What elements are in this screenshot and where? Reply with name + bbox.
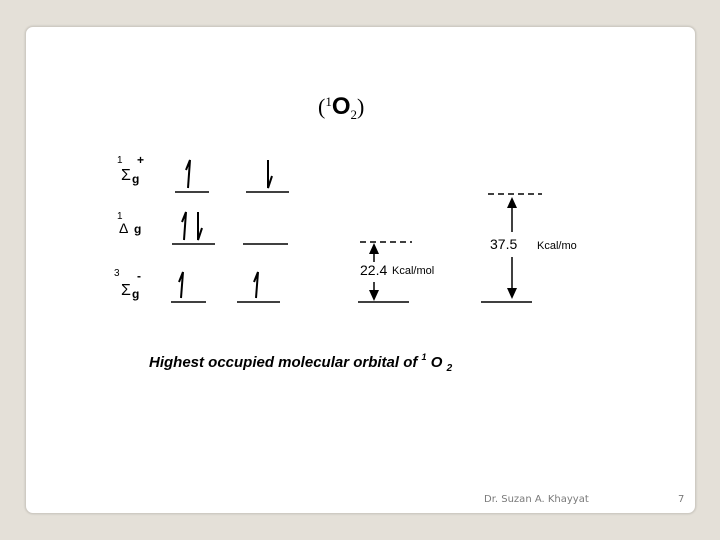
svg-text:Kcal/mo: Kcal/mo: [537, 240, 577, 252]
state-sigma-plus-label: [117, 153, 144, 186]
arrow-down-icon: [369, 290, 379, 301]
svg-text:g: g: [132, 172, 140, 186]
spin-up-icon: [179, 272, 183, 298]
state-delta-label: [117, 211, 141, 236]
svg-text:3: 3: [114, 268, 120, 279]
arrow-down-icon: [507, 288, 517, 299]
svg-text:1: 1: [117, 155, 123, 166]
footer-author: Dr. Suzan A. Khayyat: [484, 494, 589, 505]
spin-down-icon: [268, 160, 272, 188]
svg-text:Δ: Δ: [119, 220, 129, 236]
svg-text:g: g: [132, 287, 140, 301]
orbital-levels: [171, 192, 289, 302]
svg-text:Kcal/mol: Kcal/mol: [392, 265, 435, 277]
spin-up-icon: [182, 212, 186, 240]
diagram-caption: Highest occupied molecular orbital of $^1$ O $_2$: [149, 352, 453, 374]
spin-arrows: [179, 160, 272, 298]
svg-text:-: -: [137, 269, 141, 283]
svg-text:1: 1: [117, 211, 123, 222]
svg-text:+: +: [137, 153, 145, 167]
spin-up-icon: [254, 272, 258, 298]
state-sigma-minus-label: [114, 268, 141, 301]
arrow-up-icon: [369, 243, 379, 254]
svg-text:Σ: Σ: [121, 282, 131, 299]
energy-gap-1: [358, 242, 434, 302]
svg-text:22.4: 22.4: [360, 262, 388, 278]
spin-down-icon: [198, 212, 202, 240]
spin-up-icon: [186, 160, 190, 188]
slide-title: $(^1O_2)$: [318, 93, 365, 122]
svg-text:37.5: 37.5: [490, 236, 518, 252]
arrow-up-icon: [507, 197, 517, 208]
svg-text:Σ: Σ: [121, 167, 131, 184]
svg-text:g: g: [134, 222, 142, 236]
page-number: 7: [678, 494, 685, 505]
energy-gap-2: [481, 194, 577, 302]
